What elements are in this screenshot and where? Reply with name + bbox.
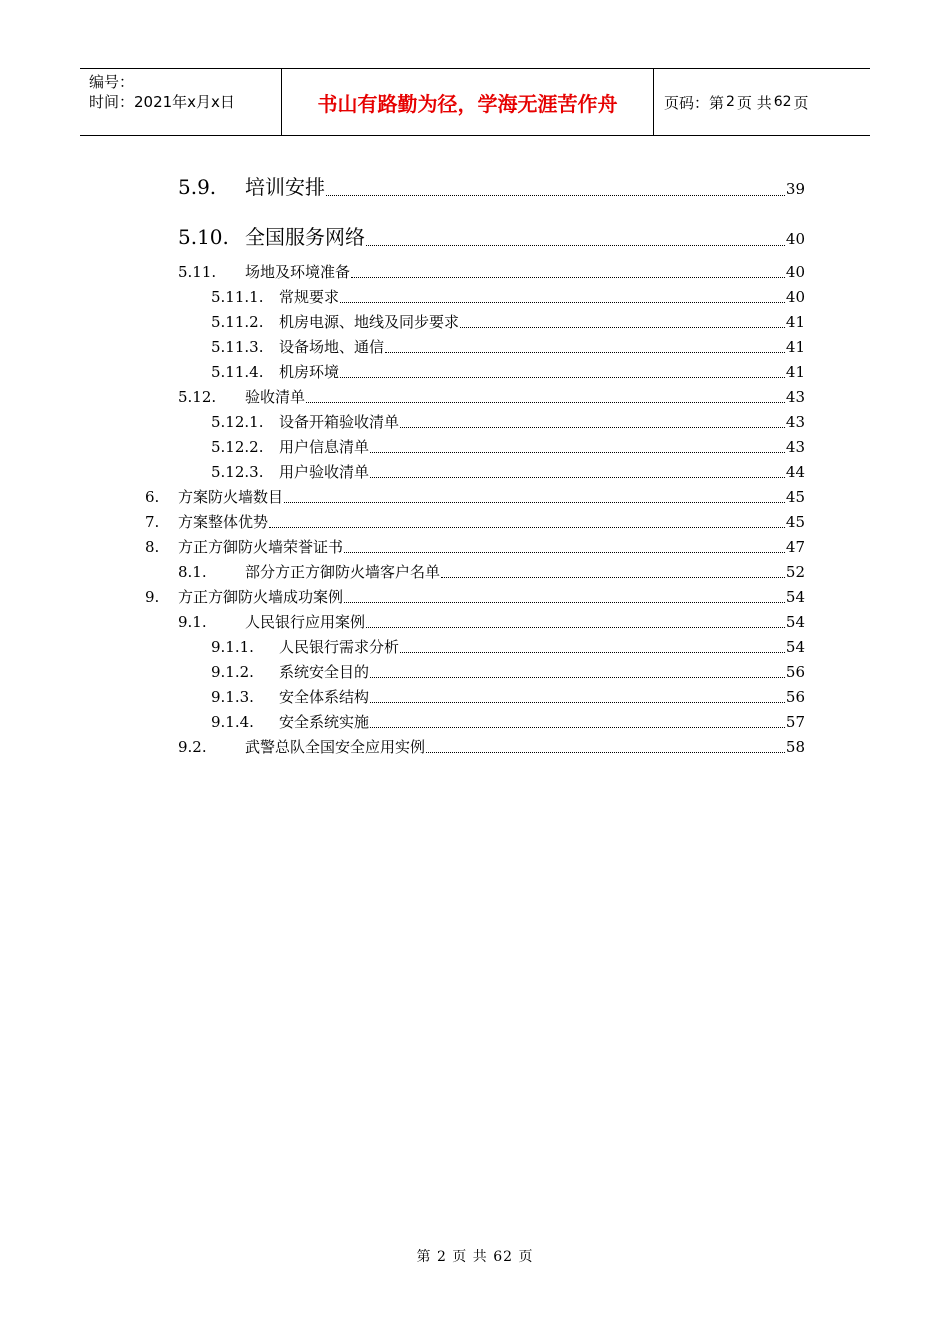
toc-leader	[366, 245, 785, 246]
toc-entry-number: 9.1.	[178, 613, 207, 631]
toc-entry-number: 5.12.2.	[211, 438, 264, 456]
toc-entry-number: 5.12.3.	[211, 463, 264, 481]
toc-entry[interactable]	[178, 261, 805, 282]
toc-entry[interactable]	[211, 636, 805, 657]
page-header	[80, 68, 870, 136]
toc-entry-page: 56	[785, 663, 805, 681]
toc-entry-page: 54	[785, 613, 805, 631]
page-total: 62	[773, 94, 792, 110]
toc-entry-title: 武警总队全国安全应用实例	[245, 738, 426, 756]
toc-entry[interactable]	[178, 386, 805, 407]
toc-leader	[385, 352, 785, 353]
header-page-info	[654, 69, 870, 135]
toc-entry[interactable]	[145, 586, 805, 607]
toc-entry[interactable]	[211, 711, 805, 732]
toc-entry[interactable]	[211, 286, 805, 307]
toc-entry-number: 9.1.3.	[211, 688, 254, 706]
toc-entry[interactable]	[145, 511, 805, 532]
toc-entry-page: 54	[785, 638, 805, 656]
toc-entry-page: 43	[785, 388, 805, 406]
toc-entry-page: 41	[785, 338, 805, 356]
toc-entry-page: 40	[785, 288, 805, 306]
toc-entry-number: 5.11.4.	[211, 363, 264, 381]
toc-entry-page: 57	[785, 713, 805, 731]
toc-entry-number: 5.10.	[178, 225, 229, 249]
toc-entry-title: 场地及环境准备	[245, 263, 351, 281]
toc-entry-page: 44	[785, 463, 805, 481]
toc-leader	[370, 452, 785, 453]
toc-entry-title: 培训安排	[245, 175, 325, 199]
toc-entry-title: 设备开箱验收清单	[279, 413, 400, 431]
toc-entry-page: 47	[785, 538, 805, 556]
toc-entry-title: 用户信息清单	[279, 438, 370, 456]
toc-leader	[426, 752, 785, 753]
toc-leader	[351, 277, 785, 278]
toc-leader	[344, 552, 785, 553]
toc-entry-title: 人民银行应用案例	[245, 613, 366, 631]
toc-entry[interactable]	[211, 336, 805, 357]
toc-entry-page: 45	[785, 488, 805, 506]
toc-entry-number: 9.1.1.	[211, 638, 254, 656]
toc-leader	[460, 327, 785, 328]
toc-entry[interactable]	[178, 736, 805, 757]
toc-leader	[344, 602, 785, 603]
toc-leader	[340, 302, 785, 303]
toc-entry-number: 5.12.	[178, 388, 217, 406]
toc-leader	[370, 477, 785, 478]
toc-leader	[306, 402, 785, 403]
toc-entry-title: 方案防火墙数目	[178, 488, 284, 506]
toc-entry-title: 方正方御防火墙荣誉证书	[178, 538, 344, 556]
toc-entry-number: 5.12.1.	[211, 413, 264, 431]
toc-entry-title: 系统安全目的	[279, 663, 370, 681]
toc-entry-number: 5.11.2.	[211, 313, 264, 331]
toc-entry-number: 8.1.	[178, 563, 207, 581]
toc-entry-title: 常规要求	[279, 288, 340, 306]
toc-entry-page: 43	[785, 438, 805, 456]
toc-leader	[370, 702, 785, 703]
time-label: 时间：2021年x月x日	[89, 93, 235, 111]
toc-entry-number: 6.	[145, 488, 160, 506]
toc-leader	[441, 577, 785, 578]
toc-entry[interactable]	[211, 411, 805, 432]
toc-entry-title: 方案整体优势	[178, 513, 269, 531]
toc-entry-page: 52	[785, 563, 805, 581]
page-current: 2	[726, 94, 735, 110]
toc-entry-page: 39	[785, 180, 805, 198]
toc-entry-title: 机房环境	[279, 363, 340, 381]
toc-entry[interactable]	[145, 536, 805, 557]
toc-entry-title: 人民银行需求分析	[279, 638, 400, 656]
toc-entry-number: 9.2.	[178, 738, 207, 756]
toc-entry-page: 43	[785, 413, 805, 431]
toc-entry[interactable]	[145, 486, 805, 507]
toc-leader	[269, 527, 785, 528]
page-mid: 页 共	[736, 93, 772, 112]
toc-entry[interactable]	[178, 221, 805, 250]
header-meta	[80, 69, 282, 135]
toc-entry-title: 安全体系结构	[279, 688, 370, 706]
toc-entry-number: 7.	[145, 513, 160, 531]
toc-leader	[326, 195, 785, 196]
toc-entry-page: 45	[785, 513, 805, 531]
toc-entry-title: 方正方御防火墙成功案例	[178, 588, 344, 606]
toc-entry-number: 9.1.4.	[211, 713, 254, 731]
toc-entry-title: 部分方正方御防火墙客户名单	[245, 563, 441, 581]
toc-entry-page: 54	[785, 588, 805, 606]
toc-entry[interactable]	[178, 171, 805, 200]
toc-entry-title: 验收清单	[245, 388, 306, 406]
toc-entry-number: 5.9.	[178, 175, 217, 199]
toc-leader	[370, 727, 785, 728]
toc-entry[interactable]	[211, 686, 805, 707]
toc-entry-page: 41	[785, 363, 805, 381]
page-suffix: 页	[793, 93, 809, 112]
toc-entry[interactable]	[211, 661, 805, 682]
toc-leader	[284, 502, 785, 503]
toc-leader	[340, 377, 785, 378]
toc-entry-page: 41	[785, 313, 805, 331]
toc-entry-title: 机房电源、地线及同步要求	[279, 313, 460, 331]
toc-entry-number: 9.1.2.	[211, 663, 254, 681]
toc-entry[interactable]	[178, 561, 805, 582]
toc-entry-title: 用户验收清单	[279, 463, 370, 481]
toc-entry[interactable]	[211, 461, 805, 482]
toc-entry-number: 5.11.1.	[211, 288, 264, 306]
toc-entry-number: 9.	[145, 588, 160, 606]
toc-entry-number: 8.	[145, 538, 160, 556]
toc-entry-number: 5.11.	[178, 263, 217, 281]
toc-leader	[366, 627, 785, 628]
toc-entry-page: 40	[785, 230, 805, 248]
toc-entry-page: 56	[785, 688, 805, 706]
toc-entry[interactable]	[211, 436, 805, 457]
toc-entry[interactable]	[211, 311, 805, 332]
toc-entry-title: 设备场地、通信	[279, 338, 385, 356]
toc-entry[interactable]	[211, 361, 805, 382]
number-label: 编号：	[89, 73, 135, 91]
toc-entry-title: 全国服务网络	[245, 225, 365, 249]
toc-entry[interactable]	[178, 611, 805, 632]
page-footer: 第 2 页 共 62 页	[416, 1249, 534, 1265]
toc-entry-page: 40	[785, 263, 805, 281]
toc-entry-title: 安全系统实施	[279, 713, 370, 731]
page-prefix: 页码：第	[664, 93, 725, 112]
toc-leader	[400, 652, 785, 653]
toc-entry-number: 5.11.3.	[211, 338, 264, 356]
toc-leader	[400, 427, 785, 428]
header-motto: 书山有路勤为径，学海无涯苦作舟	[282, 69, 654, 135]
toc-entry-page: 58	[785, 738, 805, 756]
toc-leader	[370, 677, 785, 678]
